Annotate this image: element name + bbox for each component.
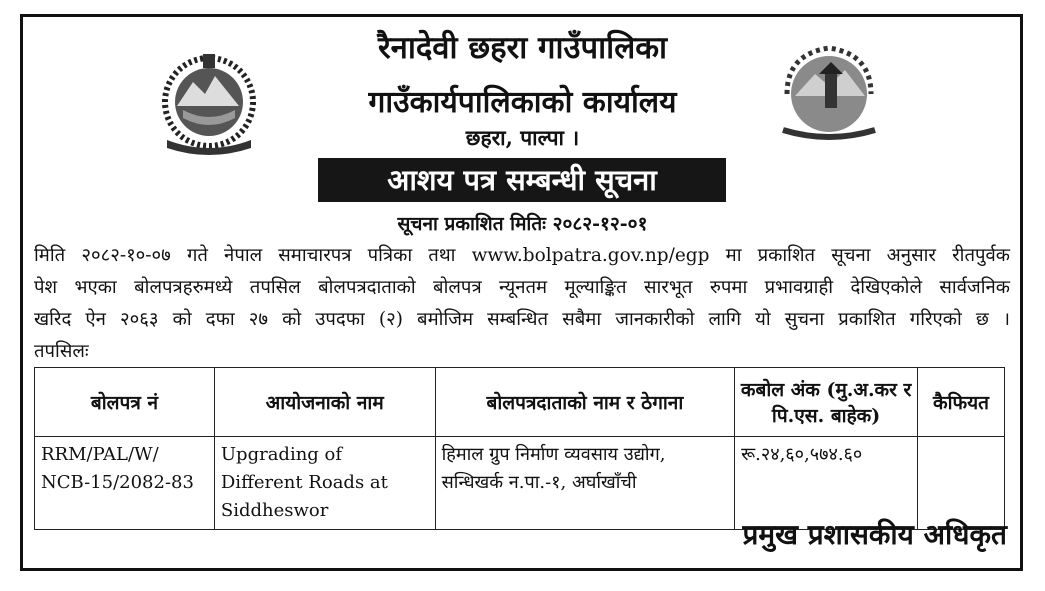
header-amount: कबोल अंक (मु.अ.कर र पि.एस. बाहेक) xyxy=(735,368,918,437)
body-line-2: पेश भएका बोलपत्रहरुमध्ये तपसिल बोलपत्रदाताको बोलपत्र न्यूनतम मूल्याङ्कित सारभूत रुपमा प्रभावग्राही देखिएकोले सार्वजनिक xyxy=(34,277,1010,298)
table-header-row xyxy=(35,368,1005,437)
body-line-1: मिति २०८२-१०-०७ गते नेपाल समाचारपत्र पत्रिका तथा www.bolpatra.gov.np/egp मा प्रकाशित सूचना अनुसार रीतपुर्वक xyxy=(34,245,1010,266)
office-address: छहरा, पाल्पा । xyxy=(465,125,580,150)
cell-amount: रू.२४,६०,५७४.६० xyxy=(735,437,918,530)
header-project: आयोजनाको नाम xyxy=(214,368,435,437)
signature-title: प्रमुख प्रशासकीय अधिकृत xyxy=(742,518,1007,551)
office-title: रैनादेवी छहरा गाउँपालिका xyxy=(377,30,668,66)
header-bidder: बोलपत्रदाताको नाम र ठेगाना xyxy=(435,368,735,437)
bid-table xyxy=(34,367,1005,530)
cell-bidder: हिमाल ग्रुप निर्माण व्यवसाय उद्योग, सन्धिखर्क न.पा.-१, अर्घाखाँची xyxy=(435,437,735,530)
office-subtitle: गाउँकार्यपालिकाको कार्यालय xyxy=(368,85,677,120)
notice-body xyxy=(34,240,1010,336)
body-line-3: खरिद ऐन २०६३ को दफा २७ को उपदफा (२) बमोजिम सम्बन्धित सबैमा जानकारीको लागि यो सुचना प्रकाशित गरिएको छ । xyxy=(34,309,1010,330)
header-bid-no: बोलपत्र नं xyxy=(35,368,215,437)
cell-project: Upgrading of Different Roads at Siddheswor xyxy=(214,437,435,530)
cell-bid-no: RRM/PAL/W/ NCB-15/2082-83 xyxy=(35,437,215,530)
header-remarks: कैफियत xyxy=(918,368,1005,437)
tapasil-label: तपसिलः xyxy=(34,341,89,362)
notice-banner: आशय पत्र सम्बन्धी सूचना xyxy=(318,158,726,202)
published-date: सूचना प्रकाशित मितिः २०८२-१२-०१ xyxy=(397,213,648,235)
